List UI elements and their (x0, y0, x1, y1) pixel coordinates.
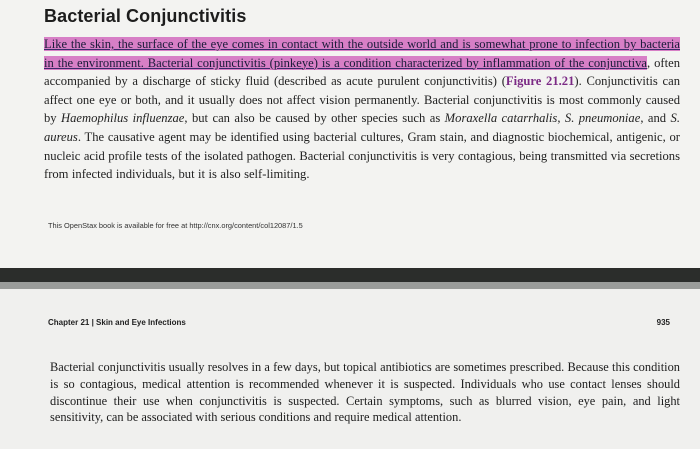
para-text: , (557, 111, 565, 126)
organism-name: S. pneumoniae (564, 111, 641, 126)
paragraph-main (44, 35, 680, 184)
para-text: , and (640, 111, 671, 126)
page-number: 935 (656, 318, 670, 327)
section-title: Bacterial Conjunctivitis (44, 6, 247, 26)
footer-note: This OpenStax book is available for free at http://cnx.org/content/col12087/1.5 (48, 221, 303, 230)
figure-link[interactable]: Figure 21.21 (505, 74, 575, 89)
organism-name: Haemophilus influenzae (61, 111, 185, 126)
organism-name: S. aureus (44, 111, 680, 144)
page-separator-shadow (0, 282, 700, 289)
paragraph-continued: Bacterial conjunctivitis usually resolves in a few days, but topical antibiotics are sometimes prescribed. Because this condition is so contagious, medical attention is recommended whenever it is suspected. Individuals who use contact lenses should discontinue their use when conjunctivitis is suspected. Certain symptoms, such as blurred vision, eye pain, and light sensitivity, can be associated with serious conditions and require medical attention. (50, 360, 680, 425)
para-text: , but can also be caused by other species such as (184, 111, 445, 126)
organism-name: Moraxella catarrhalis (444, 111, 558, 126)
para-text: ). Conjunctivitis can affect one eye or both, and it usually does not affect vision permanently. Bacterial conjunctivitis is most commonly caused by (44, 74, 680, 126)
para-text: . The causative agent may be identified using bacterial cultures, Gram stain, and diagnostic biochemical, antigenic, or nucleic acid profile tests of the isolated pathogen. Bacterial conjunctivitis is very contagious, being transmitted via secretions from infected individuals, but it is also self-limiting. (44, 129, 680, 182)
running-head: Chapter 21 | Skin and Eye Infections (48, 318, 186, 327)
page-separator (0, 268, 700, 282)
highlighted-text: Like the skin, the surface of the eye comes in contact with the outside world and is somewhat prone to infection by bacteria in the environment. Bacterial conjunctivitis (pinkeye) is a condition characterized by inflammation of the conjunctiva (44, 37, 680, 70)
para-text: , often accompanied by a discharge of sticky fluid (described as acute purulent conjunctivitis) ( (44, 55, 680, 89)
